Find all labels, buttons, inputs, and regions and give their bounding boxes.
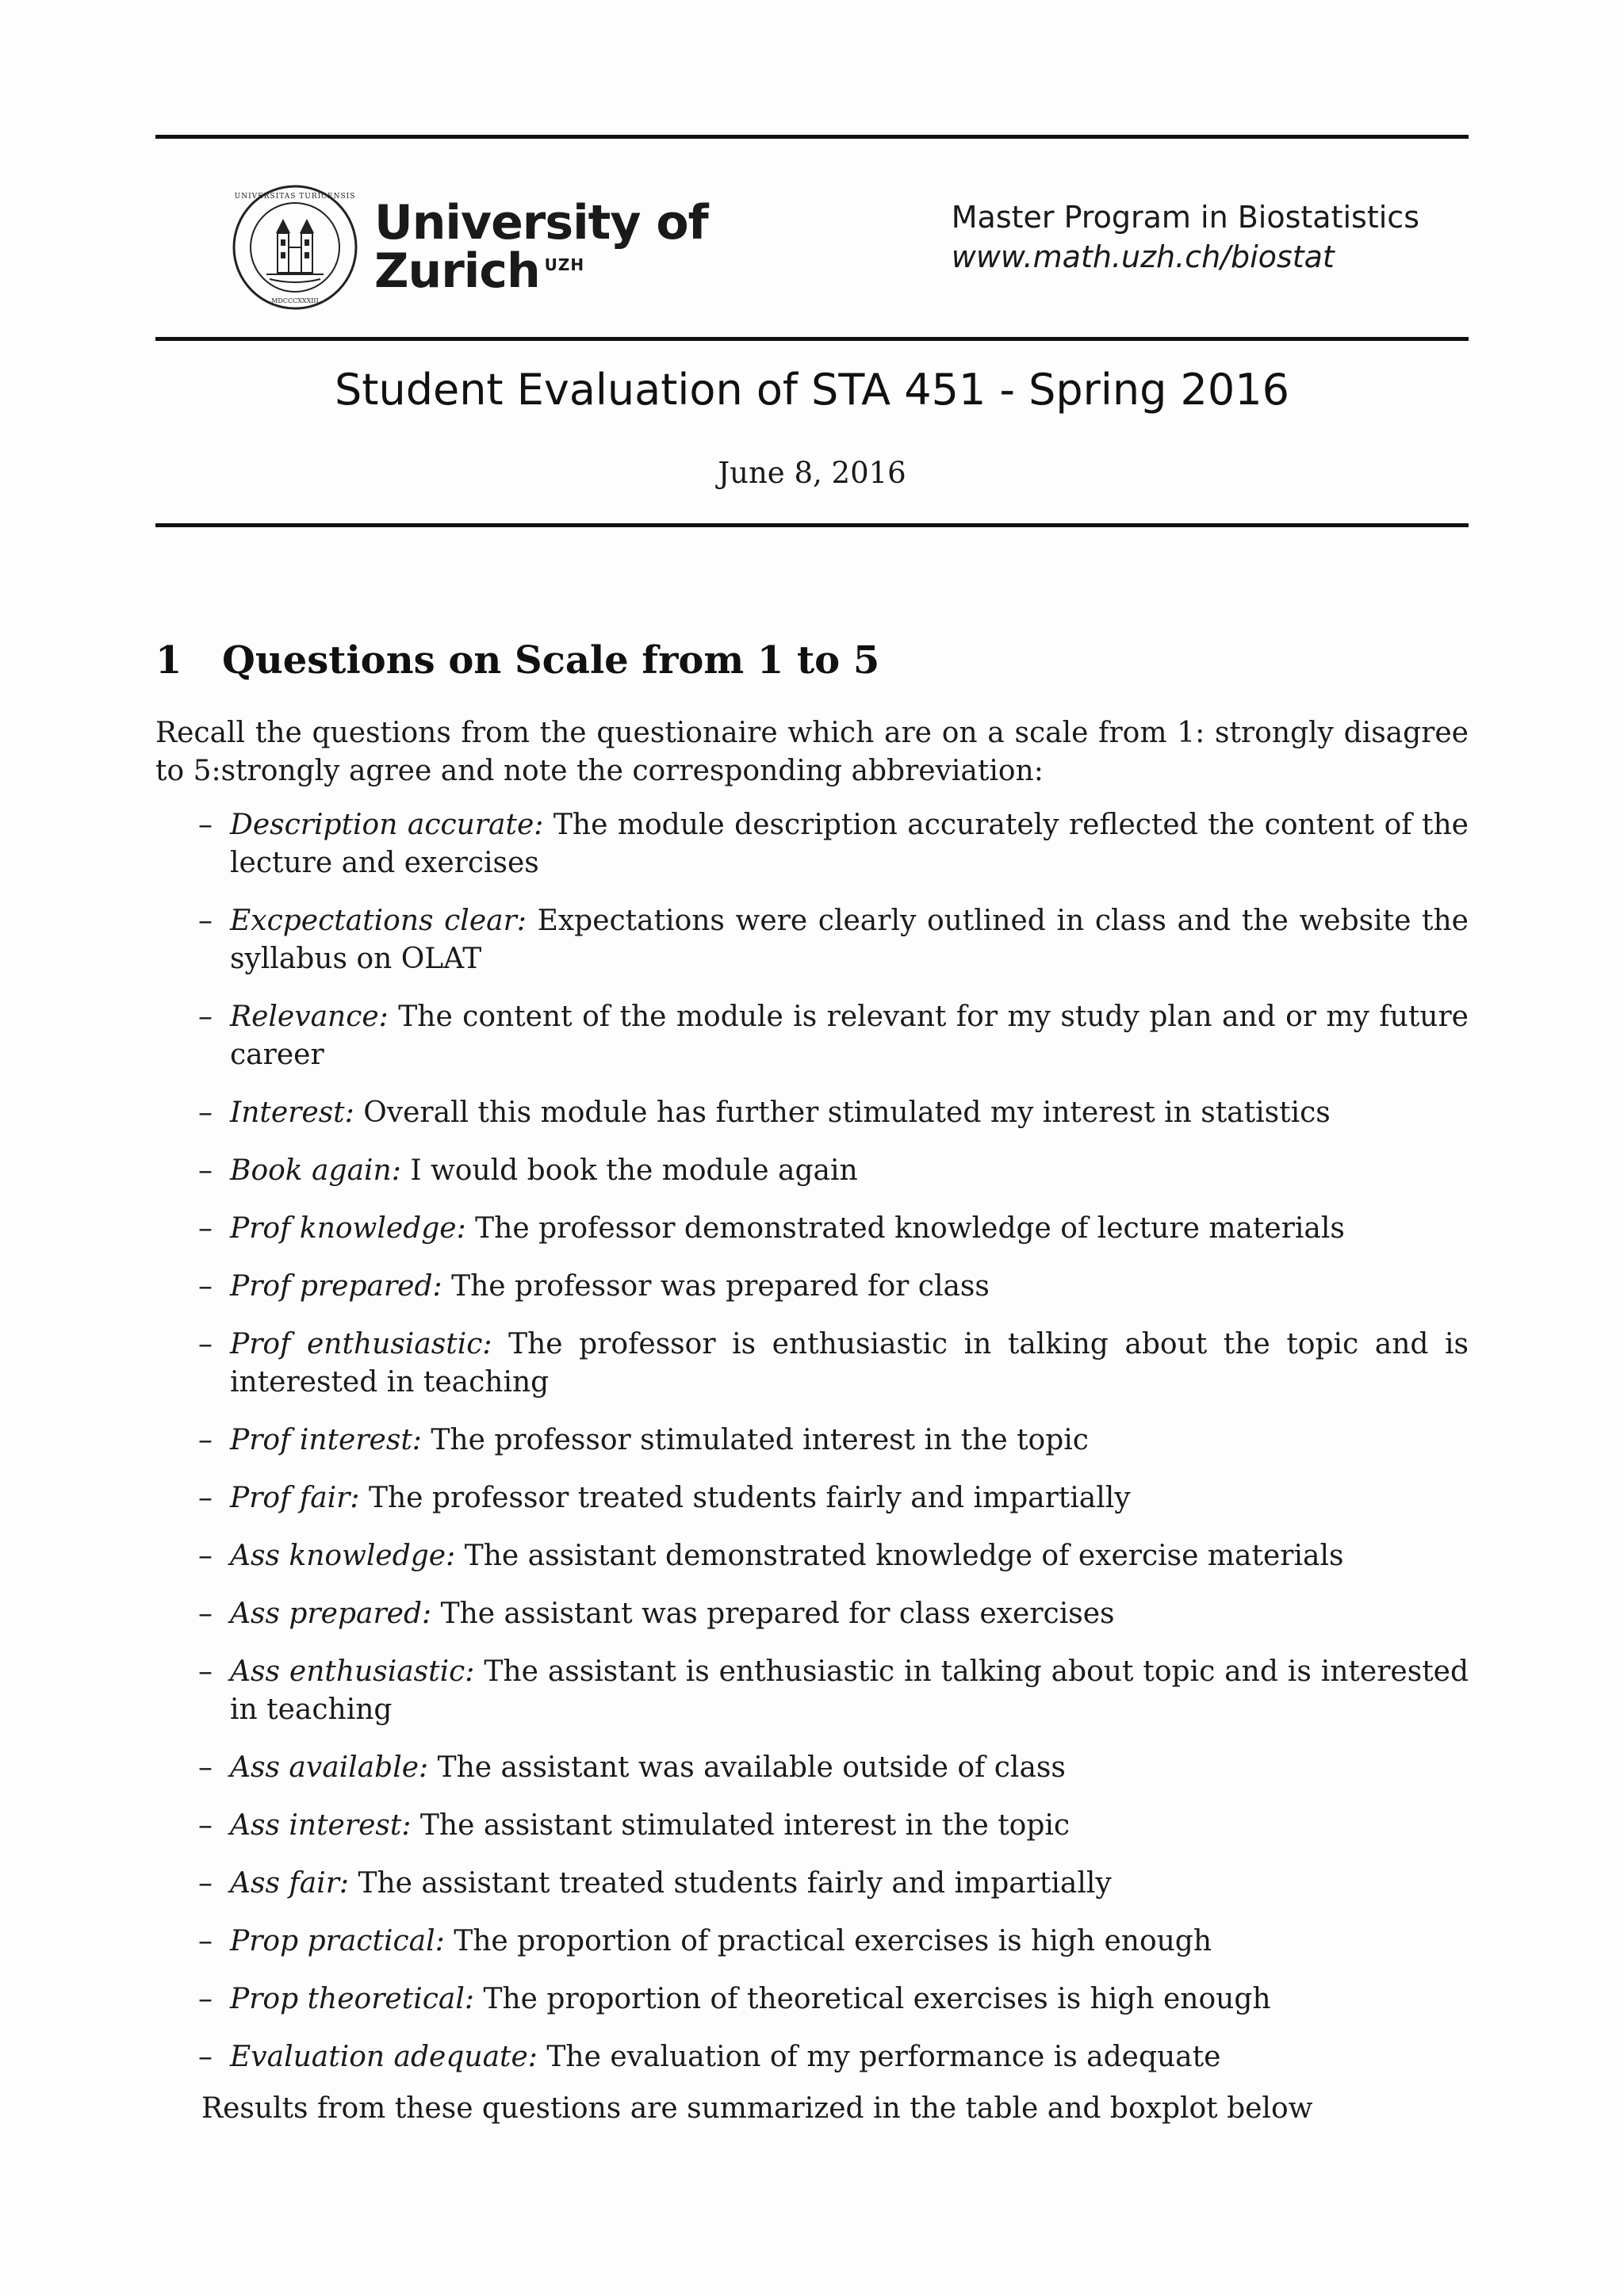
item-description: The proportion of theoretical exercises is high enough [483,1983,1271,2015]
list-dash: – [198,1001,213,1033]
item-term: Ass fair: [230,1867,350,1900]
item-term: Prop practical: [230,1925,445,1957]
list-item [155,1479,1469,1517]
list-item [155,806,1469,882]
list-dash: – [198,1751,213,1784]
list-dash: – [198,1424,213,1456]
list-item [155,1422,1469,1460]
list-item [155,1268,1469,1306]
item-description: The professor treated students fairly and impartially [368,1482,1131,1514]
list-item [155,1326,1469,1402]
item-term: Ass interest: [230,1809,412,1842]
list-item [155,1865,1469,1903]
section-number: 1 [155,638,182,683]
item-term: Ass knowledge: [230,1540,456,1572]
document-date: June 8, 2016 [718,456,906,490]
question-list [155,806,1469,2076]
list-item [155,1537,1469,1575]
list-dash: – [198,1598,213,1630]
list-item [155,1749,1469,1787]
list-dash: – [198,1983,213,2015]
list-item [155,1807,1469,1845]
university-wordmark [374,194,708,299]
list-dash: – [198,1867,213,1900]
item-term: Prop theoretical: [230,1983,474,2015]
list-dash: – [198,1212,213,1245]
wordmark-superscript: UZH [544,255,585,274]
item-term: Excpectations clear: [230,905,527,937]
item-description: The content of the module is relevant for my study plan and or my future career [230,1001,1469,1071]
item-description: The assistant demonstrated knowledge of exercise materials [464,1540,1344,1572]
list-dash: – [198,1328,213,1360]
item-description: The evaluation of my performance is adequate [546,2041,1221,2073]
item-description: The assistant was prepared for class exercises [440,1598,1115,1630]
list-item [155,1653,1469,1729]
title-bottom-rule [155,523,1469,527]
item-description: Overall this module has further stimulated my interest in statistics [363,1096,1331,1129]
svg-text:MDCCCXXXIII: MDCCCXXXIII [271,297,319,304]
item-term: Ass enthusiastic: [230,1655,475,1688]
list-item [155,1152,1469,1190]
item-description: The proportion of practical exercises is high enough [454,1925,1212,1957]
wordmark-line2 [374,243,708,299]
list-dash: – [198,905,213,937]
item-term: Prof prepared: [230,1270,442,1303]
item-term: Relevance: [230,1001,389,1033]
item-term: Prof enthusiastic: [230,1328,492,1360]
item-term: Book again: [230,1154,401,1187]
item-term: Prof fair: [230,1482,360,1514]
document-title: Student Evaluation of STA 451 - Spring 2016 [335,365,1289,415]
list-dash: – [198,1154,213,1187]
section-heading [155,638,1469,683]
item-term: Interest: [230,1096,354,1129]
item-description: Expectations were clearly outlined in class and the website the syllabus on OLAT [230,905,1469,975]
list-dash: – [198,1482,213,1514]
list-item [155,1595,1469,1633]
list-dash: – [198,1096,213,1129]
list-item [155,1923,1469,1961]
list-dash: – [198,1540,213,1572]
item-term: Description accurate: [230,809,544,841]
list-item [155,1980,1469,2019]
summary-text: Results from these questions are summarized in the table and boxplot below [201,2092,1313,2125]
wordmark-line1: University of [374,194,708,251]
item-description: The professor was prepared for class [451,1270,990,1303]
list-item [155,2038,1469,2076]
item-term: Prof interest: [230,1424,422,1456]
university-logo [232,184,708,311]
list-dash: – [198,1655,213,1688]
item-description: The professor demonstrated knowledge of lecture materials [475,1212,1345,1245]
list-dash: – [198,809,213,841]
list-dash: – [198,1925,213,1957]
page [155,135,1469,2128]
header [155,139,1469,337]
section-title: Questions on Scale from 1 to 5 [222,638,880,683]
section-intro: Recall the questions from the questionaire which are on a scale from 1: strongly disagree to 5:strongly agree and note the corresponding abbreviation: [155,717,1469,787]
list-dash: – [198,1270,213,1303]
svg-text:UNIVERSITAS TURICENSIS: UNIVERSITAS TURICENSIS [234,193,356,201]
list-item [155,1210,1469,1248]
item-description: The professor is enthusiastic in talking about the topic and is interested in teaching [230,1328,1469,1399]
item-description: The module description accurately reflected the content of the lecture and exercises [230,809,1469,879]
item-description: The assistant treated students fairly and impartially [358,1867,1112,1900]
item-description: The professor stimulated interest in the topic [431,1424,1089,1456]
program-url[interactable]: www.math.uzh.ch/biostat [951,239,1335,275]
item-term: Evaluation adequate: [230,2041,538,2073]
item-description: I would book the module again [410,1154,858,1187]
item-term: Prof knowledge: [230,1212,466,1245]
item-term: Ass available: [230,1751,429,1784]
item-description: The assistant was available outside of class [437,1751,1066,1784]
list-item [155,1094,1469,1132]
list-dash: – [198,1809,213,1842]
title-block [155,341,1469,523]
university-seal-icon [232,184,358,311]
list-item [155,998,1469,1074]
list-dash: – [198,2041,213,2073]
item-description: The assistant is enthusiastic in talking about topic and is interested in teaching [230,1655,1469,1726]
item-description: The assistant stimulated interest in the topic [419,1809,1071,1842]
list-item [155,902,1469,978]
program-name: Master Program in Biostatistics [951,200,1419,235]
program-info [952,197,1419,277]
wordmark-zurich: Zurich [374,243,540,299]
item-term: Ass prepared: [230,1598,432,1630]
